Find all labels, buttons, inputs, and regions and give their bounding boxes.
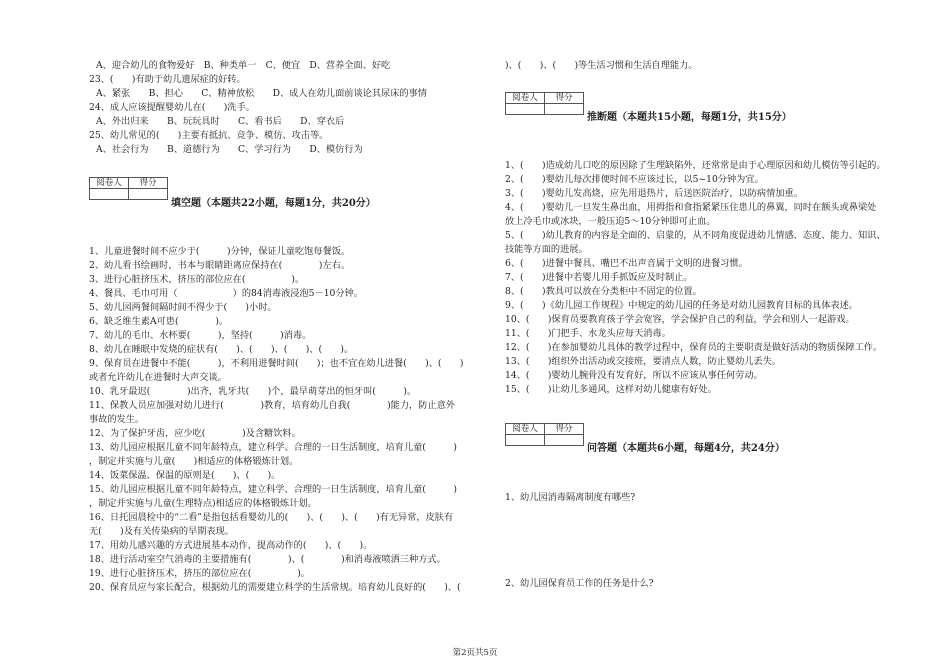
fill-line: 16、日托园晨检中的“二看”是指包括看婴幼儿的( )、( )、( )有无异常，皮肤有 <box>89 512 454 523</box>
fill-line: 9、保育员在进餐中不能( )，不利用进餐时间( )；也不宜在幼儿进餐( )、( ) <box>89 358 464 369</box>
page-number: 第2页共5页 <box>452 648 498 658</box>
q24-stem: 24、成人应该提醒婴幼儿在( )洗手。 <box>89 102 255 113</box>
score-cell <box>129 189 168 200</box>
judge-line: 2、( )婴幼儿每次排便时间不应该过长，以5~10分钟为宜。 <box>505 174 764 185</box>
judge-line: 7、( )进餐中若婴儿用手抓饭应及时制止。 <box>505 272 693 283</box>
fill-line: 4、餐具、毛巾可用（ ）的84消毒液浸泡5－10分钟。 <box>89 288 363 299</box>
grader-label: 阅卷人 <box>90 178 129 189</box>
score-label: 得分 <box>545 93 584 104</box>
qa-question-1: 1、幼儿园消毒隔离制度有哪些? <box>505 492 636 503</box>
fill-line: 10、乳牙最迟( )出齐，乳牙共( )个，最早萌芽出的恒牙叫( )。 <box>89 386 417 397</box>
fill-line: 2、幼儿看书绘画时，书本与眼睛距离应保持在( )左右。 <box>89 260 351 271</box>
grader-cell <box>506 104 545 115</box>
fill-line: 17、用幼儿感兴趣的方式进展基本动作，提高动作的( )、( )。 <box>89 540 373 551</box>
score-cell <box>545 435 584 446</box>
fill-line: 无( )及有关传染病的早期表现。 <box>89 526 234 537</box>
fill-line: 11、保教人员应加强对幼儿进行( )教育，培育幼儿自我( )能力，防止意外 <box>89 400 455 411</box>
judge-line: 9、( )《幼儿园工作规程》中规定的幼儿园的任务是对幼儿园教育目标的具体表述。 <box>505 300 858 311</box>
fill-line: ，制定并实施与儿童(生理特点)相适应的体格锻炼计划。 <box>89 498 317 509</box>
judge-section-title: 推断题（本题共15小题，每题1分，共15分） <box>587 112 792 123</box>
q22-options: A、迎合幼儿的食物爱好 B、种类单一 C、便宜 D、营养全面、好吃 <box>96 60 391 71</box>
judge-line: 放上冷毛巾或冰块，一般压迫5～10分钟即可止血。 <box>505 216 716 227</box>
q24-options: A、外出归来 B、玩玩具时 C、看书后 D、穿衣后 <box>96 116 345 127</box>
fill-section-title: 填空题（本题共22小题，每题1分，共20分） <box>171 198 376 209</box>
judge-line: 15、( )让幼儿多通风，这样对幼儿健康有好处。 <box>505 384 717 395</box>
fill-line: 3、进行心脏挤压术，挤压的部位应在( )。 <box>89 274 305 285</box>
grader-label: 阅卷人 <box>506 93 545 104</box>
grader-label: 阅卷人 <box>506 424 545 435</box>
judge-line: 12、( )在参加婴幼儿具体的教学过程中，保育员的主要职责是做好活动的物质保障工作。 <box>505 342 883 353</box>
score-box-fill <box>89 177 168 200</box>
fill-line: 事故的发生。 <box>89 414 145 425</box>
fill-line: 5、幼儿园两餐间隔时间不得少于( )小时。 <box>89 302 277 313</box>
fill-line: 1、儿童进餐时间不应少于( )分钟，保证儿童吃饱每餐饭。 <box>89 246 351 257</box>
q23-options: A、紧张 B、担心 C、精神放松 D、成人在幼儿面前谈论其尿床的事情 <box>96 88 427 99</box>
judge-line: 1、( )造成幼儿口吃的原因除了生理缺陷外，还常常是由于心理原因和幼儿模仿等引起的。 <box>505 160 886 171</box>
score-box-judge <box>505 92 584 115</box>
q25-stem: 25、幼儿常见的( )主要有抵抗、竞争、模仿、攻击等。 <box>89 130 329 141</box>
fill-continuation: )、( )、( )等生活习惯和生活自理能力。 <box>505 60 698 71</box>
judge-line: 11、( )门把手、水龙头应每天消毒。 <box>505 328 671 339</box>
fill-line: 或者允许幼儿在进餐时大声交谈。 <box>89 372 227 383</box>
fill-line: 13、幼儿园应根据儿童不同年龄特点，建立科学、合理的一日生活制度，培育儿童( ) <box>89 442 457 453</box>
fill-line: 14、饭菜保温、保温的原则是( )、( )。 <box>89 470 281 481</box>
judge-line: 3、( )婴幼儿发高烧，应先用退热片，后送医院治疗，以防病情加重。 <box>505 188 803 199</box>
judge-line: 13、( )组织外出活动或交接班，要清点人数，防止婴幼儿丢失。 <box>505 356 782 367</box>
judge-line: 技能等方面的进展。 <box>505 244 588 255</box>
fill-line: 15、幼儿园应根据儿童不同年龄特点，建立科学、合理的一日生活制度，培育儿童( ) <box>89 484 457 495</box>
fill-line: 12、为了保护牙齿，应少吃( )及含糖饮料。 <box>89 428 301 439</box>
judge-line: 10、( )保育员要教育孩子学会宽容，学会保护自己的利益，学会和别人一起游戏。 <box>505 314 855 325</box>
qa-question-2: 2、幼儿园保育员工作的任务是什么? <box>505 578 654 589</box>
score-box-qa <box>505 423 584 446</box>
qa-section-title: 问答题（本题共6小题，每题4分，共24分） <box>587 443 785 454</box>
q23-stem: 23、( )有助于幼儿遗尿症的好转。 <box>89 74 246 85</box>
grader-cell <box>506 435 545 446</box>
fill-line: ，制定并实施与儿童( )相适应的体格锻炼计划。 <box>89 456 299 467</box>
fill-line: 20、保育员应与家长配合，根据幼儿的需要建立科学的生活常规。培育幼儿良好的( )、( <box>89 582 461 593</box>
judge-line: 6、( )进餐中餐具、嘴巴不出声音属于文明的进餐习惯。 <box>505 258 748 269</box>
grader-cell <box>90 189 129 200</box>
fill-line: 8、幼儿在睡眠中发烧的症状有( )、( )、( )、( )。 <box>89 344 354 355</box>
fill-line: 6、缺乏维生素A可患( )。 <box>89 316 229 327</box>
score-cell <box>545 104 584 115</box>
judge-line: 14、( )婴幼儿腕骨没有发育好，所以不应该从事任何劳动。 <box>505 370 763 381</box>
fill-line: 19、进行心脏挤压术，挤压的部位应在( )。 <box>89 568 310 579</box>
fill-line: 7、幼儿的毛巾、水杯要( )，坚持( )消毒。 <box>89 330 312 341</box>
judge-line: 5、( )幼儿教育的内容是全面的、启蒙的，从不同角度促进幼儿情感、态度、能力、知识、 <box>505 230 886 241</box>
judge-line: 8、( )教具可以放在分类柜中不固定的位置。 <box>505 286 702 297</box>
fill-line: 18、进行活动室空气消毒的主要措施有( )、( )和消毒液喷洒三种方式。 <box>89 554 446 565</box>
score-label: 得分 <box>545 424 584 435</box>
judge-line: 4、( )婴幼儿一旦发生鼻出血，用拇指和食指紧紧压住患儿的鼻翼，同时在额头或鼻梁处 <box>505 202 877 213</box>
q25-options: A、社会行为 B、道德行为 C、学习行为 D、模仿行为 <box>96 144 363 155</box>
score-label: 得分 <box>129 178 168 189</box>
